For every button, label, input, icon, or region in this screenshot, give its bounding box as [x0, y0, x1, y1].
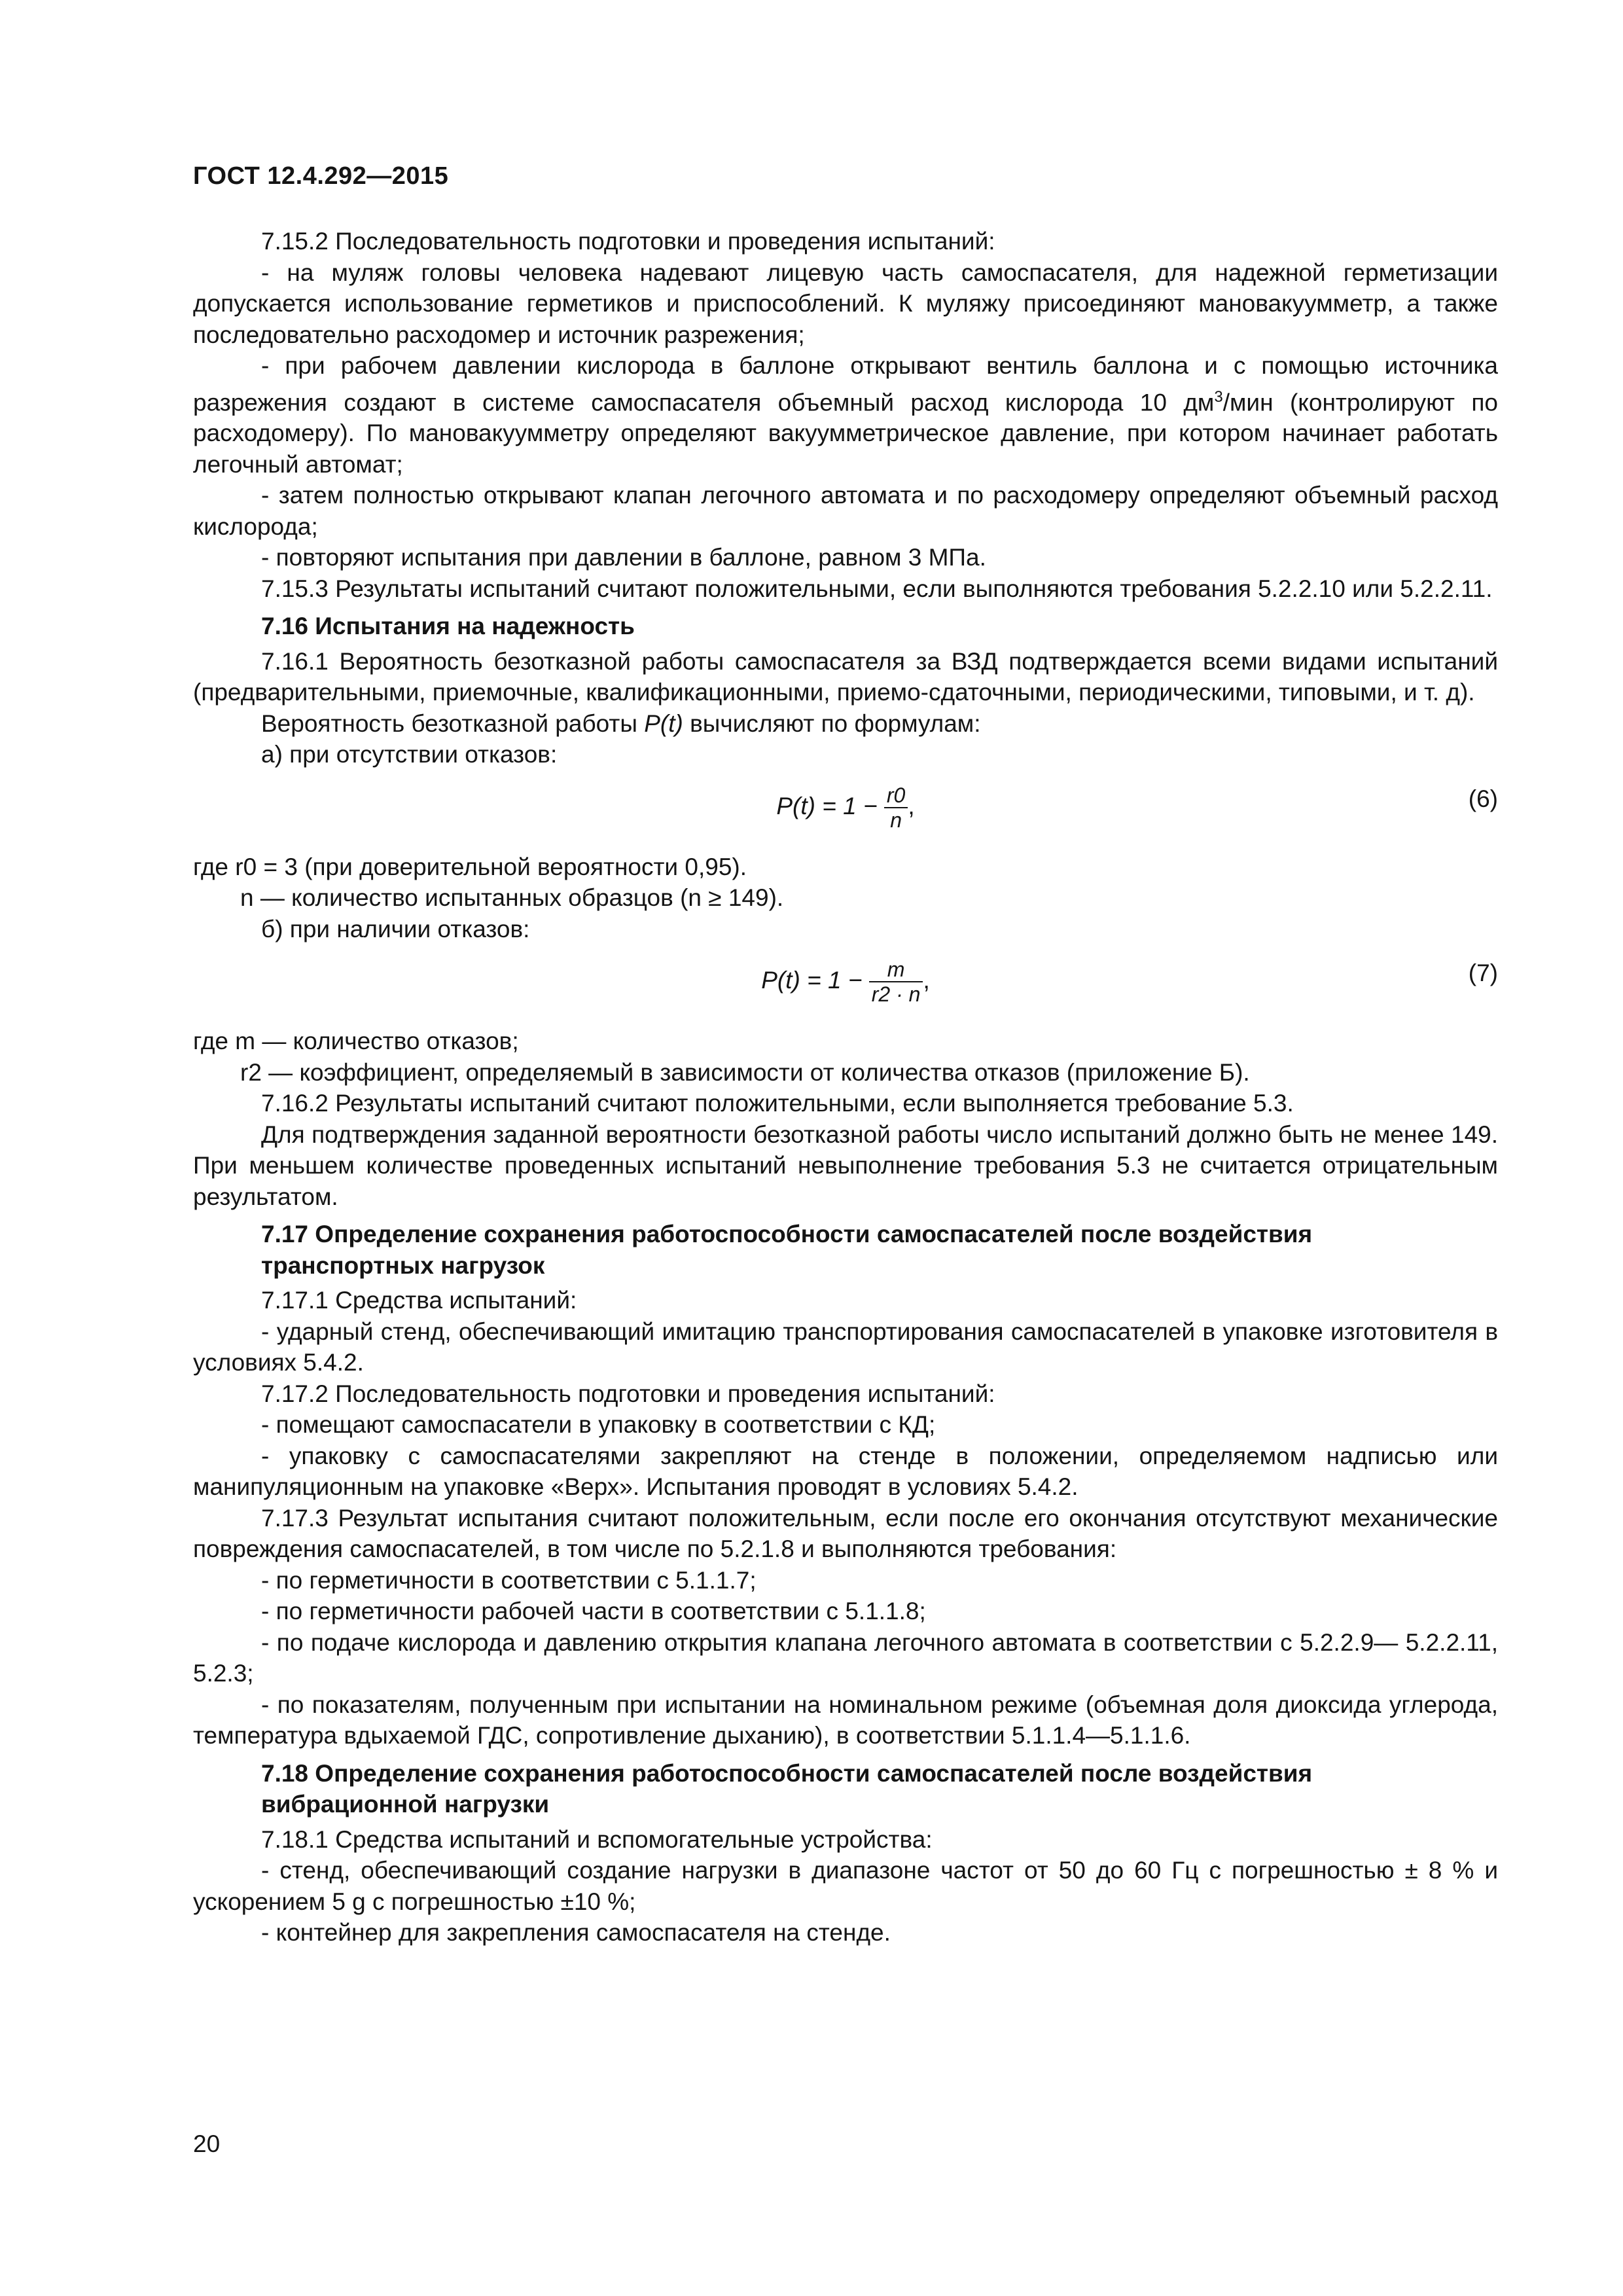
formula-6-fraction	[884, 783, 908, 832]
clause-7-15-2: 7.15.2 Последовательность подготовки и проведения испытаний:	[261, 228, 995, 255]
clause-7-17-2: 7.17.2 Последовательность подготовки и проведения испытаний:	[261, 1380, 995, 1407]
list-item: - по герметичности в соответствии с 5.1.1.7;	[261, 1566, 757, 1594]
list-item: - по показателям, полученным при испытании на номинальном режиме (объемная доля диоксида углерода, температура вдыхаемой ГДС, сопротивление дыханию), в соответствии 5.1.1.4—5.1.1.6.	[193, 1691, 1498, 1749]
case-a-label: а) при отсутствии отказов:	[261, 741, 558, 768]
list-item: - при рабочем давлении кислорода в баллоне открывают вентиль баллона и с помощью источника разрежения создают в системе самоспасателя объемный расход кислорода 10 $дм^3$/мин (контролируют по расходомеру). По мановакуумметру определяют вакуумметрическое давление, при котором начинает работать легочный автомат;	[193, 352, 1498, 478]
formula-6-lhs: P(t) = 1 −	[776, 792, 878, 819]
section-heading-7-18: 7.18 Определение сохранения работоспособности самоспасателей после воздействия	[261, 1759, 1313, 1787]
formula-7-fraction	[869, 958, 923, 1006]
list-item: - затем полностью открывают клапан легочного автомата и по расходомеру определяют объемный расход кислорода;	[193, 482, 1498, 540]
list-item: - по герметичности рабочей части в соответствии с 5.1.1.8;	[261, 1598, 926, 1625]
clause-7-17-3: 7.17.3 Результат испытания считают положительным, если после его окончания отсутствуют механические повреждения самоспасателей, в том числе по 5.2.1.8 и выполняются требования:	[193, 1504, 1498, 1563]
formula-6-denominator: n	[890, 808, 902, 832]
formula-7-lhs: P(t) = 1 −	[761, 967, 863, 994]
formula-6-number: (6)	[1468, 785, 1498, 812]
where-n: n — количество испытанных образцов (n ≥ 149).	[240, 884, 784, 912]
page-number: 20	[193, 2130, 221, 2157]
list-item: - контейнер для закрепления самоспасателя на стенде.	[261, 1919, 891, 1946]
where-m: где m — количество отказов;	[193, 1028, 519, 1055]
case-b-label: б) при наличии отказов:	[261, 915, 530, 942]
formula-6: P(t) = 1 − $\frac{r0}{n}$ , (6)	[776, 783, 1498, 832]
formula-7-numerator: m	[869, 958, 923, 982]
clause-7-15-3: 7.15.3 Результаты испытаний считают положительными, если выполняются требования 5.2.2.10 или 5.2.2.11.	[261, 575, 1493, 602]
list-item: - ударный стенд, обеспечивающий имитацию транспортирования самоспасателей в упаковке изготовителя в условиях 5.4.2.	[193, 1318, 1498, 1376]
section-heading-7-17-cont: транспортных нагрузок	[261, 1251, 545, 1279]
page-body	[193, 226, 1498, 1948]
formula-7: P(t) = 1 − $\frac{m}{r2 \cdot n}$ , (7)	[761, 958, 1498, 1007]
section-heading-7-18-cont: вибрационной нагрузки	[261, 1791, 550, 1818]
list-item: - повторяют испытания при давлении в баллоне, равном 3 МПа.	[261, 544, 986, 571]
confirmation-paragraph: Для подтверждения заданной вероятности безотказной работы число испытаний должно быть не менее 149. При меньшем количестве проведенных испытаний невыполнение требования 5.3 не считается отрицательным результатом.	[193, 1121, 1498, 1210]
list-item: - стенд, обеспечивающий создание нагрузки в диапазоне частот от 50 до 60 Гц с погрешностью ± 8 % и ускорением 5 g с погрешностью ±10 %;	[193, 1857, 1498, 1915]
standard-code-header: ГОСТ 12.4.292—2015	[193, 162, 449, 190]
clause-7-16-2: 7.16.2 Результаты испытаний считают положительными, если выполняется требование 5.3.	[261, 1090, 1294, 1117]
formula-7-denominator: r2 · n	[871, 982, 921, 1007]
where-r2: r2 — коэффициент, определяемый в зависимости от количества отказов (приложение Б).	[240, 1058, 1250, 1086]
formula-7-number: (7)	[1468, 960, 1498, 987]
clause-7-17-1: 7.17.1 Средства испытаний:	[261, 1287, 577, 1314]
list-item: - помещают самоспасатели в упаковку в соответствии с КД;	[261, 1411, 936, 1439]
where-r0: где r0 = 3 (при доверительной вероятности 0,95).	[193, 853, 747, 880]
section-heading-7-16: 7.16 Испытания на надежность	[261, 613, 635, 640]
list-item: - по подаче кислорода и давлению открытия клапана легочного автомата в соответствии с 5.2.2.9— 5.2.2.11, 5.2.3;	[193, 1628, 1498, 1687]
list-item: - упаковку с самоспасателями закрепляют на стенде в положении, определяемом надписью или манипуляционным на упаковке «Верх». Испытания проводят в условиях 5.4.2.	[193, 1442, 1498, 1501]
formula-6-numerator: r0	[884, 783, 908, 808]
section-heading-7-17: 7.17 Определение сохранения работоспособности самоспасателей после воздействия	[261, 1221, 1313, 1248]
clause-7-18-1: 7.18.1 Средства испытаний и вспомогательные устройства:	[261, 1825, 933, 1853]
probability-intro: Вероятность безотказной работы P(t) вычисляют по формулам:	[261, 709, 981, 737]
list-item: - на муляж головы человека надевают лицевую часть самоспасателя, для надежной герметизации допускается использование герметиков и приспособлений. К муляжу присоединяют мановакуумметр, а также последовательно расходомер и источник разрежения;	[193, 259, 1498, 348]
clause-7-16-1: 7.16.1 Вероятность безотказной работы самоспасателя за ВЗД подтверждается всеми видами испытаний (предварительными, приемочные, квалификационными, приемо-сдаточными, периодическими, типовыми, и т. д).	[193, 647, 1498, 706]
